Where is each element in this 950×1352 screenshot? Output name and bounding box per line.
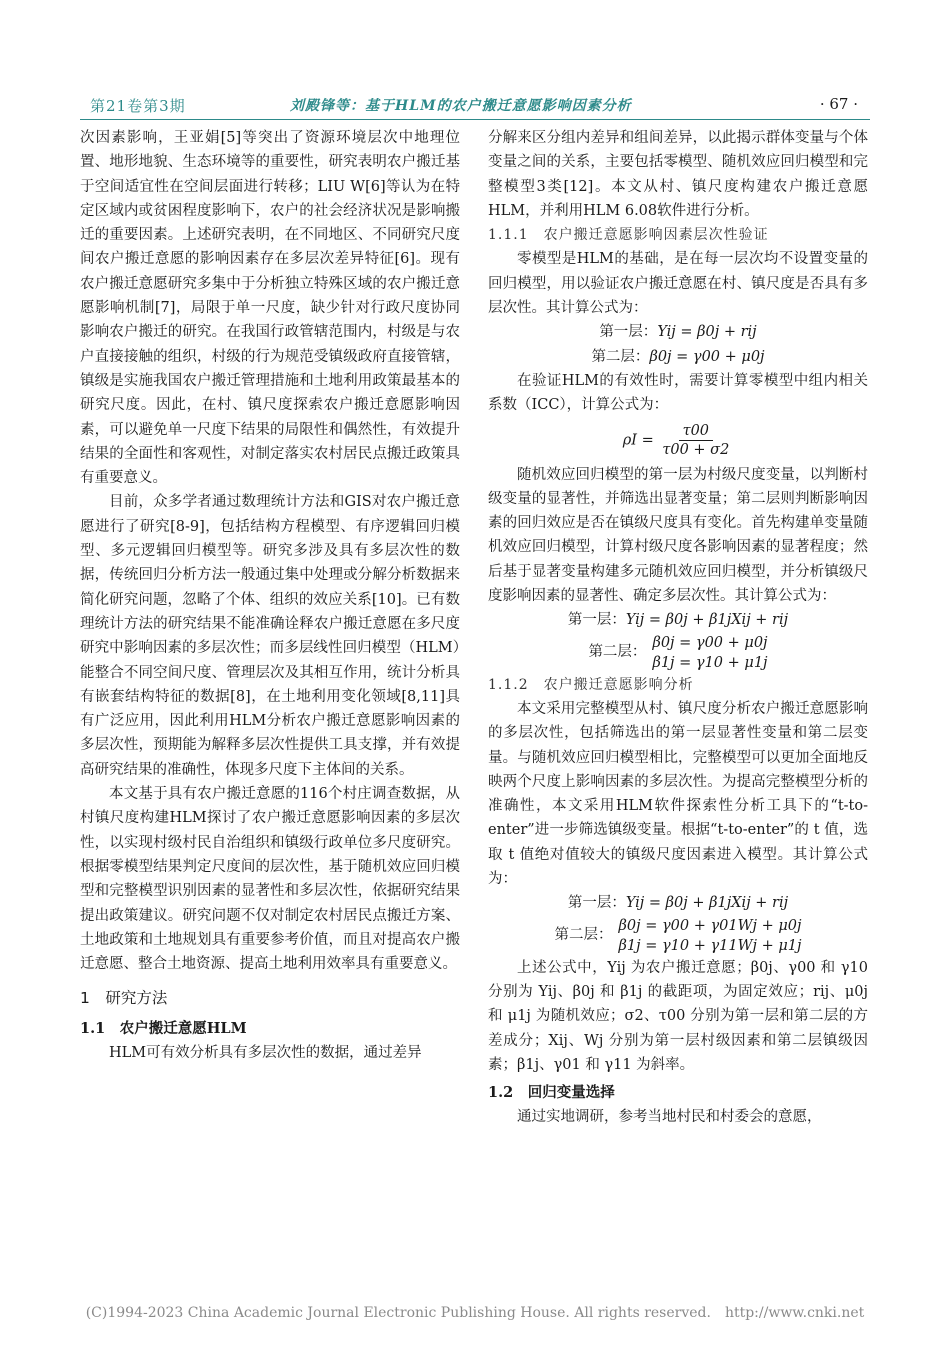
paragraph: 零模型是HLM的基础，是在每一层次均不设置变量的回归模型，用以验证农户搬迁意愿在村、镇尺度是否具有多层次性。其计算公式为： xyxy=(488,251,868,317)
paragraph: 上述公式中，Yij 为农户搬迁意愿；β0j、γ00 和 γ10 分别为 Yij、β0j 和 β1j 的截距项，为固定效应；rij、μ0j 和 μ1j 为随机效应；σ2、τ00 分别为第一层和第二层的方差成分；Xij、Wj 分别为第一层村级因素和第二层镇级因素；β1j、γ01 和 γ11 为斜率。 xyxy=(488,959,868,1073)
formula-null-level2: 第二层：β0j = γ00 + μ0j xyxy=(591,348,765,365)
icc-fraction: $\frac{\tau 00}{\tau 00 + \sigma 2}$ xyxy=(662,422,730,458)
journal-issue: 第21卷第3期 xyxy=(90,97,186,115)
paragraph: 随机效应回归模型的第一层为村级尺度变量，以判断村级变量的显著性，并筛选出显著变量；第二层则判断影响因素的回归效应是否在镇级尺度具有变化。首先构建单变量随机效应回归模型，计算村级尺度各影响因素的显著程度；然后基于显著变量构建多元随机效应回归模型，并分析镇级尺度影响因素的显著性、确定多层次性。其计算公式为： xyxy=(488,466,868,605)
section-heading: 1 研究方法 xyxy=(80,989,168,1008)
paragraph: 分解来区分组内差异和组间差异，以此揭示群体变量与个体变量之间的关系，主要包括零模型、随机效应回归模型和完整模型3类[12]。本文从村、镇尺度构建农户搬迁意愿HLM，并利用HLM 6.08软件进行分析。 xyxy=(488,130,868,219)
paragraph: 本文基于具有农户搬迁意愿的116个村庄调查数据，从村镇尺度构建HLM探讨了农户搬迁意愿影响因素的多层次性，以实现村级村民自治组织和镇级行政单位多尺度研究。根据零模型结果判定尺度间的层次性，基于随机效应回归模型和完整模型识别因素的显著性和多层次性，依据研究结果提出政策建议。研究问题不仅对制定农村居民点搬迁方案、土地政策和土地规划具有重要参考价值，而且对提高农户搬迁意愿、整合土地资源、提高土地利用效率具有重要意义。 xyxy=(80,786,460,973)
formula-random-level1: 第一层：Yij = β0j + β1jXij + rij xyxy=(567,612,789,629)
paragraph: 本文采用完整模型从村、镇尺度分析农户搬迁意愿影响的多层次性，包括筛选出的第一层显著性变量和第二层变量。与随机效应回归模型相比，完整模型可以更加全面地反映两个尺度上影响因素的多层次性。为提高完整模型分析的准确性，本文采用HLM软件探索性分析工具下的“t-to-enter”进一步筛选镇级变量。根据“t-to-enter”的 t 值，选取 t 值绝对值较大的镇级尺度因素进入模型。其计算公式为： xyxy=(488,700,868,888)
subsubsection-heading: 1.1.1 农户搬迁意愿影响因素层次性验证 xyxy=(488,227,769,244)
running-title: 刘殿锋等：基于HLM的农户搬迁意愿影响因素分析 xyxy=(290,98,632,114)
subsubsection-heading: 1.1.2 农户搬迁意愿影响分析 xyxy=(488,676,694,693)
paragraph: 次因素影响，王亚娟[5]等突出了资源环境层次中地理位置、地形地貌、生态环境等的重要性，研究表明农户搬迁基于空间适宜性在空间层面进行转移；LIU W[6]等认为在特定区域内或贫困程度影响下，农户的社会经济状况是影响搬迁的重要因素。上述研究表明，在不同地区、不同研究尺度间农户搬迁意愿的影响因素存在多层次差异特征[6]。现有农户搬迁意愿研究多集中于分析独立特殊区域的农户搬迁意愿影响机制[7]，局限于单一尺度，缺少针对行政尺度协同影响农户搬迁的研究。在我国行政管辖范围内，村级是与农户直接接触的组织，村级的行为规范受镇级政府直接管辖，镇级是实施我国农户搬迁管理措施和土地利用政策最基本的研究尺度。因此，在村、镇尺度探索农户搬迁意愿影响因素，可以避免单一尺度下结果的局限性和偶然性，有效提升结果的全面性和客观性，对制定落实农村居民点搬迁政策具有重要意义。 xyxy=(80,130,460,487)
formula-random-level2: 第二层： β0j = γ00 + μ0j β1j = γ10 + μ1j xyxy=(588,634,768,671)
paragraph: HLM可有效分析具有多层次性的数据，通过差异 xyxy=(109,1044,422,1061)
formula-full-level2: 第二层： β0j = γ00 + γ01Wj + μ0j β1j = γ10 + γ11Wj + μ1j xyxy=(554,917,802,954)
paragraph: 通过实地调研，参考当地村民和村委会的意愿， xyxy=(517,1109,822,1126)
subsection-heading: 1.1 农户搬迁意愿HLM xyxy=(80,1019,247,1037)
formula-full-level1: 第一层：Yij = β0j + β1jXij + rij xyxy=(567,895,789,912)
left-column xyxy=(80,126,460,1065)
copyright-footer: (C)1994-2023 China Academic Journal Electronic Publishing House. All rights reserved. http://www.cnki.net xyxy=(85,1305,865,1321)
formula-null-level1: 第一层：Yij = β0j + rij xyxy=(599,324,757,341)
paragraph: 在验证HLM的有效性时，需要计算零模型中组内相关系数（ICC），计算公式为： xyxy=(488,372,868,414)
formula-icc: ρI = $\frac{\tau 00}{\tau 00 + \sigma 2}$ xyxy=(488,422,868,459)
paragraph: 目前，众多学者通过数理统计方法和GIS对农户搬迁意愿进行了研究[8-9]，包括结构方程模型、有序逻辑回归模型、多元逻辑回归模型等。研究多涉及具有多层次性的数据，传统回归分析方法一般通过集中处理或分解分析数据来简化研究问题，忽略了个体、组织的效应关系[10]。已有数理统计方法的研究结果不能准确诠释农户搬迁意愿在多尺度研究中影响因素的多层次性；而多层线性回归模型（HLM）能整合不同空间尺度、管理层次及其相互作用，统计分析具有嵌套结构特征的数据[8]，在土地利用变化领域[8,11]具有广泛应用，因此利用HLM分析农户搬迁意愿影响因素的多层次性，预期能为解释多层次性提供工具支撑，并有效提高研究结果的准确性，体现多尺度下主体间的关系。 xyxy=(80,494,460,778)
running-header xyxy=(80,93,870,120)
page-number: · 67 · xyxy=(819,95,858,113)
right-column xyxy=(488,126,868,1130)
subsection-heading: 1.2 回归变量选择 xyxy=(488,1084,615,1102)
